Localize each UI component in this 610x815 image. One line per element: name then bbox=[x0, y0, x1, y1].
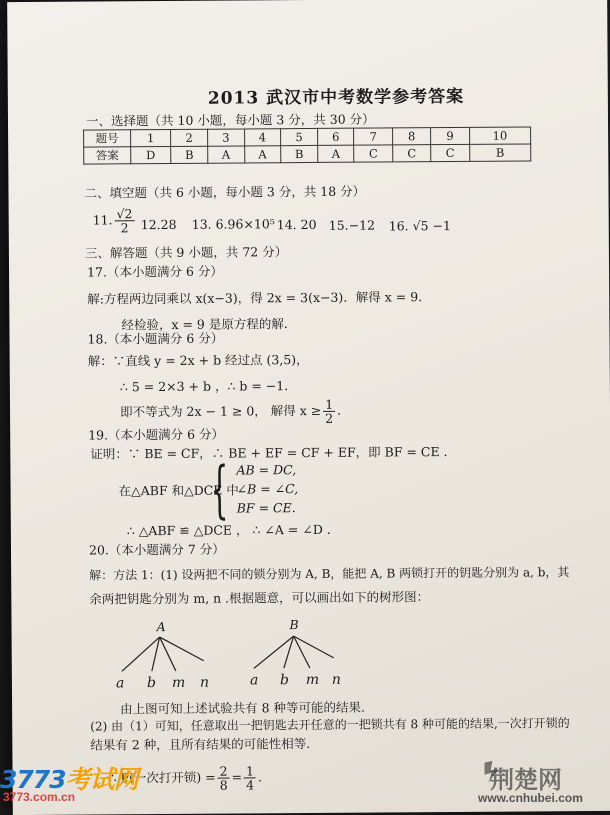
row-label: 答案 bbox=[84, 147, 131, 164]
watermark-cnhubei-logo: 荆楚网 bbox=[490, 765, 562, 794]
q20-line-4: (2) 由（1）可知，任意取出一把钥匙去开任意的一把锁共有 8 种可能的结果,一次打开锁的 bbox=[90, 716, 570, 734]
table-cell: C bbox=[431, 144, 470, 161]
table-cell: 2 bbox=[171, 129, 208, 146]
fill-answer-14: 14. 20 bbox=[276, 216, 317, 233]
table-cell: A bbox=[244, 146, 281, 163]
q19-heading: 19.（本小题满分 6 分） bbox=[88, 426, 225, 443]
table-cell: D bbox=[131, 146, 171, 163]
table-cell: C bbox=[393, 145, 432, 162]
denominator: 2 bbox=[325, 410, 334, 426]
tree1-branch bbox=[160, 637, 204, 661]
tree2-leaf-a: a bbox=[249, 672, 259, 689]
tree1-root: A bbox=[156, 619, 166, 635]
q19-condition-1: AB = DC, bbox=[236, 462, 297, 478]
fill-answer-15: 15.−12 bbox=[328, 217, 376, 233]
table-cell: 9 bbox=[431, 127, 470, 144]
numerator: 1 bbox=[245, 763, 255, 779]
q20-heading: 20.（本小题满分 7 分） bbox=[88, 541, 225, 558]
table-cell: 4 bbox=[244, 129, 281, 146]
table-cell: A bbox=[318, 145, 355, 162]
table-cell: A bbox=[208, 146, 245, 163]
tree2-leaf-b: b bbox=[279, 672, 289, 689]
denominator: 2 bbox=[120, 220, 129, 236]
watermark-3773-url: 3773.com.cn bbox=[3, 790, 76, 804]
fill-answer-13: 13. 6.96×10⁵ bbox=[191, 216, 275, 232]
tree1-branch bbox=[152, 637, 160, 671]
table-cell: B bbox=[171, 146, 208, 163]
tree2-leaf-n: n bbox=[331, 671, 341, 688]
fill-answer-16: 16. √5 −1 bbox=[388, 218, 451, 234]
q18-line-2: ∴ 5 = 2×3 + b ，∴ b = −1． bbox=[119, 378, 297, 395]
q20-line-2: 余两把钥匙分别为 m, n .根据题意，可以画出如下的树形图： bbox=[89, 589, 430, 607]
table-cell: B bbox=[469, 144, 530, 161]
q18-line-1: 解：∵直线 y = 2x + b 经过点 (3,5)， bbox=[87, 352, 309, 369]
q20-line-3: 由上图可知上述试验共有 8 种等可能的结果. bbox=[120, 699, 366, 717]
row-label: 题号 bbox=[84, 130, 131, 147]
logo-number: 3773 bbox=[0, 765, 66, 794]
q19-condition-2: ∠B = ∠C, bbox=[236, 481, 299, 497]
tree1-leaf-a: a bbox=[115, 675, 125, 692]
tree1-leaf-n: n bbox=[199, 674, 210, 691]
tree1-branch bbox=[122, 637, 160, 671]
q18-heading: 18.（本小题满分 6 分） bbox=[87, 330, 224, 347]
tree1-leaf-m: m bbox=[171, 674, 186, 691]
q17-line-1: 解:方程两边同乘以 x(x−3)，得 2x = 3(x−3)．解得 x = 9． bbox=[87, 289, 431, 307]
tree1-leaf-b: b bbox=[146, 675, 156, 692]
table-cell: C bbox=[354, 145, 393, 162]
q20-line-1: 解：方法 1：(1) 设两把不同的锁分别为 A, B，能把 A, B 两锁打开的钥匙分别为 a, b，其 bbox=[89, 565, 570, 583]
numerator: 1 bbox=[325, 396, 334, 412]
table-cell: 3 bbox=[208, 129, 245, 146]
tree2-root: B bbox=[289, 617, 299, 633]
q20-line-5: 结果有 2 种，且所有结果的可能性相等. bbox=[90, 736, 311, 753]
probability-text: ∴ P(一次打开锁) = bbox=[108, 769, 216, 786]
table-cell: 8 bbox=[392, 128, 431, 145]
numerator: √2 bbox=[116, 206, 133, 222]
tree2-branch bbox=[254, 636, 294, 668]
numerator: 2 bbox=[219, 763, 228, 779]
q18-text: 即不等式为 2x − 1 ≥ 0， 解得 x ≥ bbox=[119, 402, 322, 420]
watermark-cnhubei-url: www.cnhubei.com bbox=[478, 791, 583, 805]
q17-line-2: 经检验，x = 9 是原方程的解． bbox=[121, 316, 297, 333]
logo-text: 考试网 bbox=[65, 765, 138, 794]
q19-line-2: 在△ABF 和△DCE 中 bbox=[118, 482, 239, 499]
brace-symbol: { bbox=[210, 452, 229, 526]
fraction bbox=[218, 765, 230, 792]
section-2-heading: 二、填空题（共 6 小题，每小题 3 分，共 18 分） bbox=[84, 183, 366, 201]
q19-condition-3: BF = CE. bbox=[236, 500, 296, 516]
page-title: 2013 武汉市中考数学参考答案 bbox=[207, 86, 465, 109]
q18-end: ． bbox=[337, 402, 350, 418]
fraction bbox=[244, 764, 256, 791]
tree2-leaf-m: m bbox=[305, 671, 320, 689]
denominator: 4 bbox=[246, 777, 255, 793]
q19-line-3: ∴ △ABF ≌ △DCE ， ∴ ∠A = ∠D ． bbox=[126, 521, 340, 539]
table-cell: 7 bbox=[354, 128, 393, 145]
q17-heading: 17.（本小题满分 6 分） bbox=[87, 263, 223, 280]
section-3-heading: 三、解答题（共 9 小题，共 72 分） bbox=[84, 244, 288, 261]
section-1-heading: 一、选择题（共 10 小题，每小题 3 分，共 30 分） bbox=[85, 111, 375, 129]
answer-number: 11. bbox=[92, 212, 113, 228]
exam-paper bbox=[7, 0, 610, 815]
table-cell: 1 bbox=[131, 129, 171, 146]
table-cell: 10 bbox=[469, 127, 530, 144]
equals-sign: = bbox=[231, 769, 243, 785]
table-cell: 6 bbox=[318, 128, 355, 145]
table-cell: B bbox=[281, 145, 318, 162]
denominator: 8 bbox=[219, 777, 228, 793]
fill-answer-12: 12.28 bbox=[140, 216, 177, 233]
table-cell: 5 bbox=[281, 128, 318, 145]
tree2-branch bbox=[284, 636, 294, 668]
q19-line-1: 证明：∵ BE = CF，∴ BE + EF = CF + EF，即 BF = CE ． bbox=[90, 443, 457, 462]
tree-diagram bbox=[7, 0, 610, 702]
q20-end: . bbox=[257, 769, 263, 785]
